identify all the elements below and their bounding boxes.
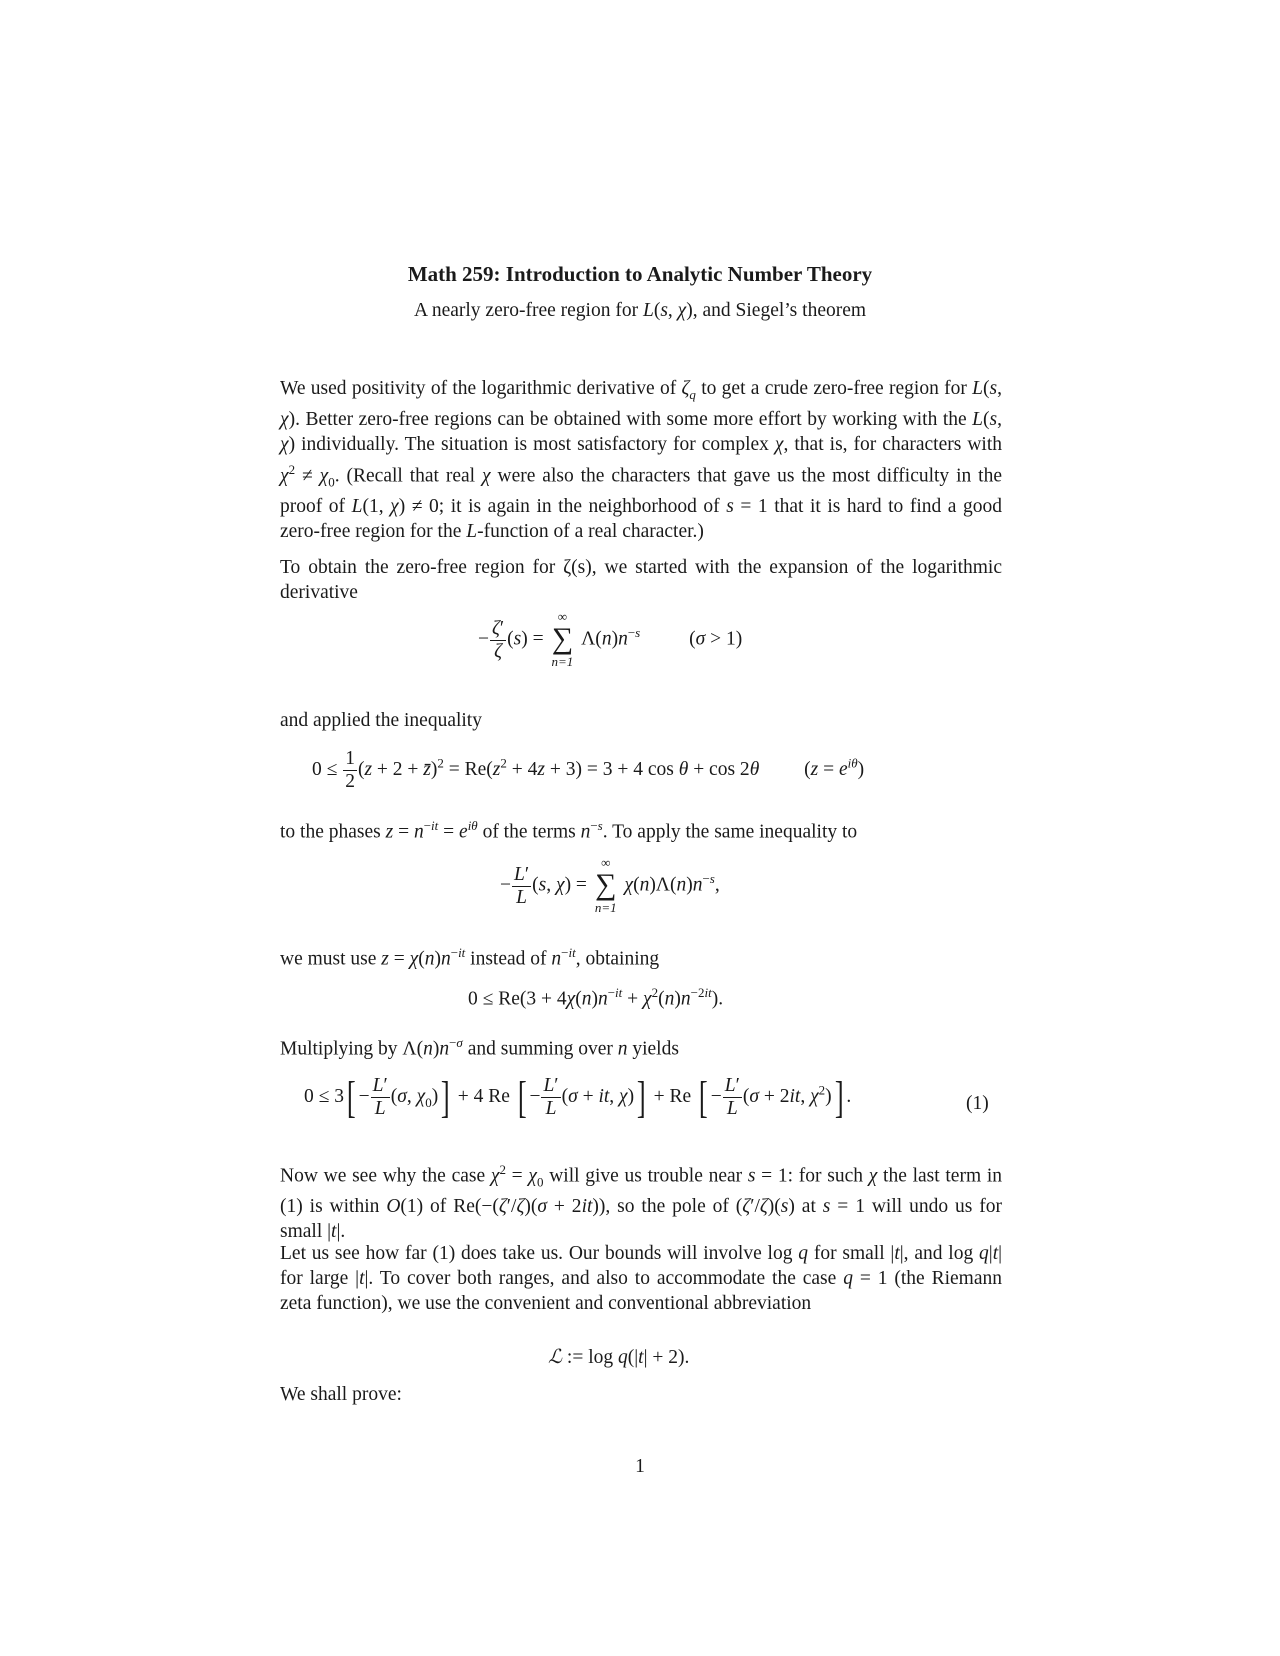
paragraph-applied-inequality: and applied the inequality bbox=[280, 710, 482, 731]
equation-1-label: (1) bbox=[966, 1093, 989, 1114]
equation-1: 0 ≤ 3[ − $\frac{L'}{L}$ (σ, $\chi_0)] + 4$ Re [ − $\frac{L'}{L}$ (σ + it, χ)] + Re [ − $\frac{L'}{L}$ (σ + 2it, $\chi^2$)] . bbox=[304, 1073, 852, 1122]
document-title: Math 259: Introduction to Analytic Number Theory bbox=[407, 262, 873, 286]
equation-L-log-derivative: − $\frac{L'}{L}$ (s, χ) = ∞ ∑ n=1 $\chi(n)\Lambda(n)n^{-s}$, bbox=[500, 855, 720, 915]
paragraph-zeta-derivative: To obtain the zero-free region for ζ(s), we started with the expansion of the logarithmic derivative bbox=[280, 557, 1002, 603]
paragraph-multiplying: Multiplying by $\Lambda(n)n^{-\sigma}$ and summing over n yields bbox=[280, 1035, 679, 1060]
paragraph-trouble: Now we see why the case $\chi^2 = \chi_0$ will give us trouble near s = 1: for such χ the last term in (1) is within O(1) of Re(−(ζ′/ζ)(σ + 2it)), so the pole of (ζ′/ζ)(s) at s = 1 will undo us for small |t|. bbox=[280, 1162, 1003, 1243]
paragraph-phases: to the phases $z = n^{-it} = e^{i\theta}$ of the terms $n^{-s}$. To apply the same inequality to bbox=[280, 818, 858, 843]
equation-calL-definition: ℒ := log q(|t| + 2). bbox=[548, 1347, 690, 1368]
paragraph-bounds: Let us see how far (1) does take us. Our bounds will involve log q for small |t|, and log q|t| for large |t|. To cover both ranges, and also to accommodate the case q = 1 (the Riemann zeta function), we use the convenient and conventional abbreviation bbox=[280, 1243, 1003, 1314]
equation-zeta-log-derivative: − $\frac{\zeta'}{\zeta}$ (s) = ∞ ∑ n=1 $\Lambda(n)n^{-s}$ (σ > 1) bbox=[478, 609, 743, 669]
equation-re-inequality: $0 \le Re(3 + 4\chi(n)n^{-it} + \chi^2(n)n^{-2it})$. bbox=[468, 985, 724, 1010]
paragraph-intro: We used positivity of the logarithmic derivative of $\zeta_q$ to get a crude zero-free region for L(s, χ). Better zero-free regions can be obtained with some more effort by working with the L(s, χ) individually. The situation is most satisfactory for complex χ, that is, for characters with $\chi^2 \ne \chi_0$. (Recall that real χ were also the characters that gave us the most difficulty in the proof of L(1, χ) ≠ 0; it is again in the neighborhood of s = 1 that it is hard to find a good zero-free region for the L-function of a real character.) bbox=[280, 378, 1003, 543]
document-subtitle: A nearly zero-free region for L(s, χ), and Siegel’s theorem bbox=[413, 300, 867, 321]
page-number: 1 bbox=[635, 1456, 645, 1477]
paragraph-we-shall-prove: We shall prove: bbox=[280, 1384, 402, 1405]
paragraph-must-use: we must use $z = \chi(n)n^{-it}$ instead of $n^{-it}$, obtaining bbox=[280, 945, 660, 970]
equation-trig-inequality: 0 ≤ $\frac{1}{2}$ (z + 2 + z̄)$^2$ = $Re(z^2 + 4z + 3) = 3 + 4$ cos θ + cos 2θ $(z = e^{i\theta})$ bbox=[312, 748, 865, 792]
